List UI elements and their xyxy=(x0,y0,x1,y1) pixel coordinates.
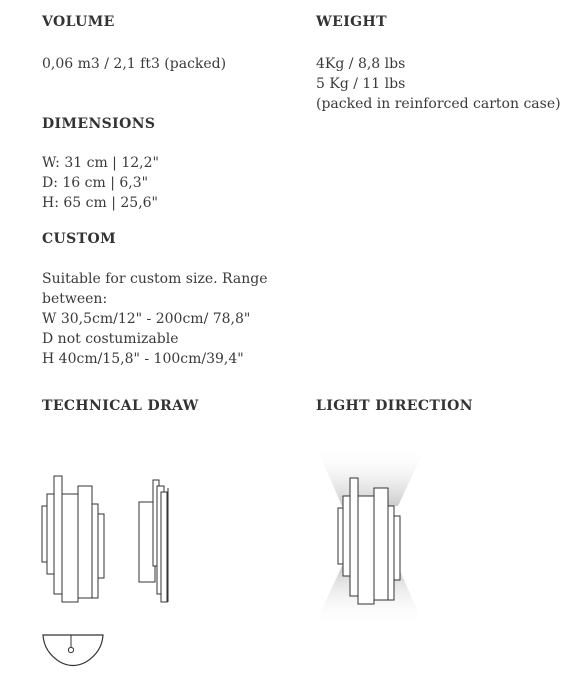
custom-line: H 40cm/15,8" - 100cm/39,4" xyxy=(42,351,244,367)
weight-line: (packed in reinforced carton case) xyxy=(316,96,561,112)
dimensions-heading: DIMENSIONS xyxy=(42,116,156,132)
weight-values xyxy=(316,54,561,114)
custom-values xyxy=(42,269,268,369)
custom-line: W 30,5cm/12" - 200cm/ 78,8" xyxy=(42,311,251,327)
dimension-line: W: 31 cm | 12,2" xyxy=(42,155,159,171)
custom-line: between: xyxy=(42,291,108,307)
weight-line: 5 Kg / 11 lbs xyxy=(316,76,406,92)
weight-heading: WEIGHT xyxy=(316,14,387,30)
light-direction-drawing xyxy=(312,446,428,628)
side-view-drawing xyxy=(137,478,177,606)
dimension-line: H: 65 cm | 25,6" xyxy=(42,195,158,211)
volume-heading: VOLUME xyxy=(42,14,115,30)
front-view-drawing xyxy=(40,474,110,606)
technical-draw-heading: TECHNICAL DRAW xyxy=(42,398,199,414)
volume-value: 0,06 m3 / 2,1 ft3 (packed) xyxy=(42,56,227,72)
custom-line: Suitable for custom size. Range xyxy=(42,271,268,287)
dimensions-values xyxy=(42,153,159,213)
dimension-line: D: 16 cm | 6,3" xyxy=(42,175,149,191)
custom-line: D not costumizable xyxy=(42,331,179,347)
top-view-drawing xyxy=(42,634,104,670)
weight-line: 4Kg / 8,8 lbs xyxy=(316,56,406,72)
light-direction-heading: LIGHT DIRECTION xyxy=(316,398,473,414)
custom-heading: CUSTOM xyxy=(42,231,116,247)
